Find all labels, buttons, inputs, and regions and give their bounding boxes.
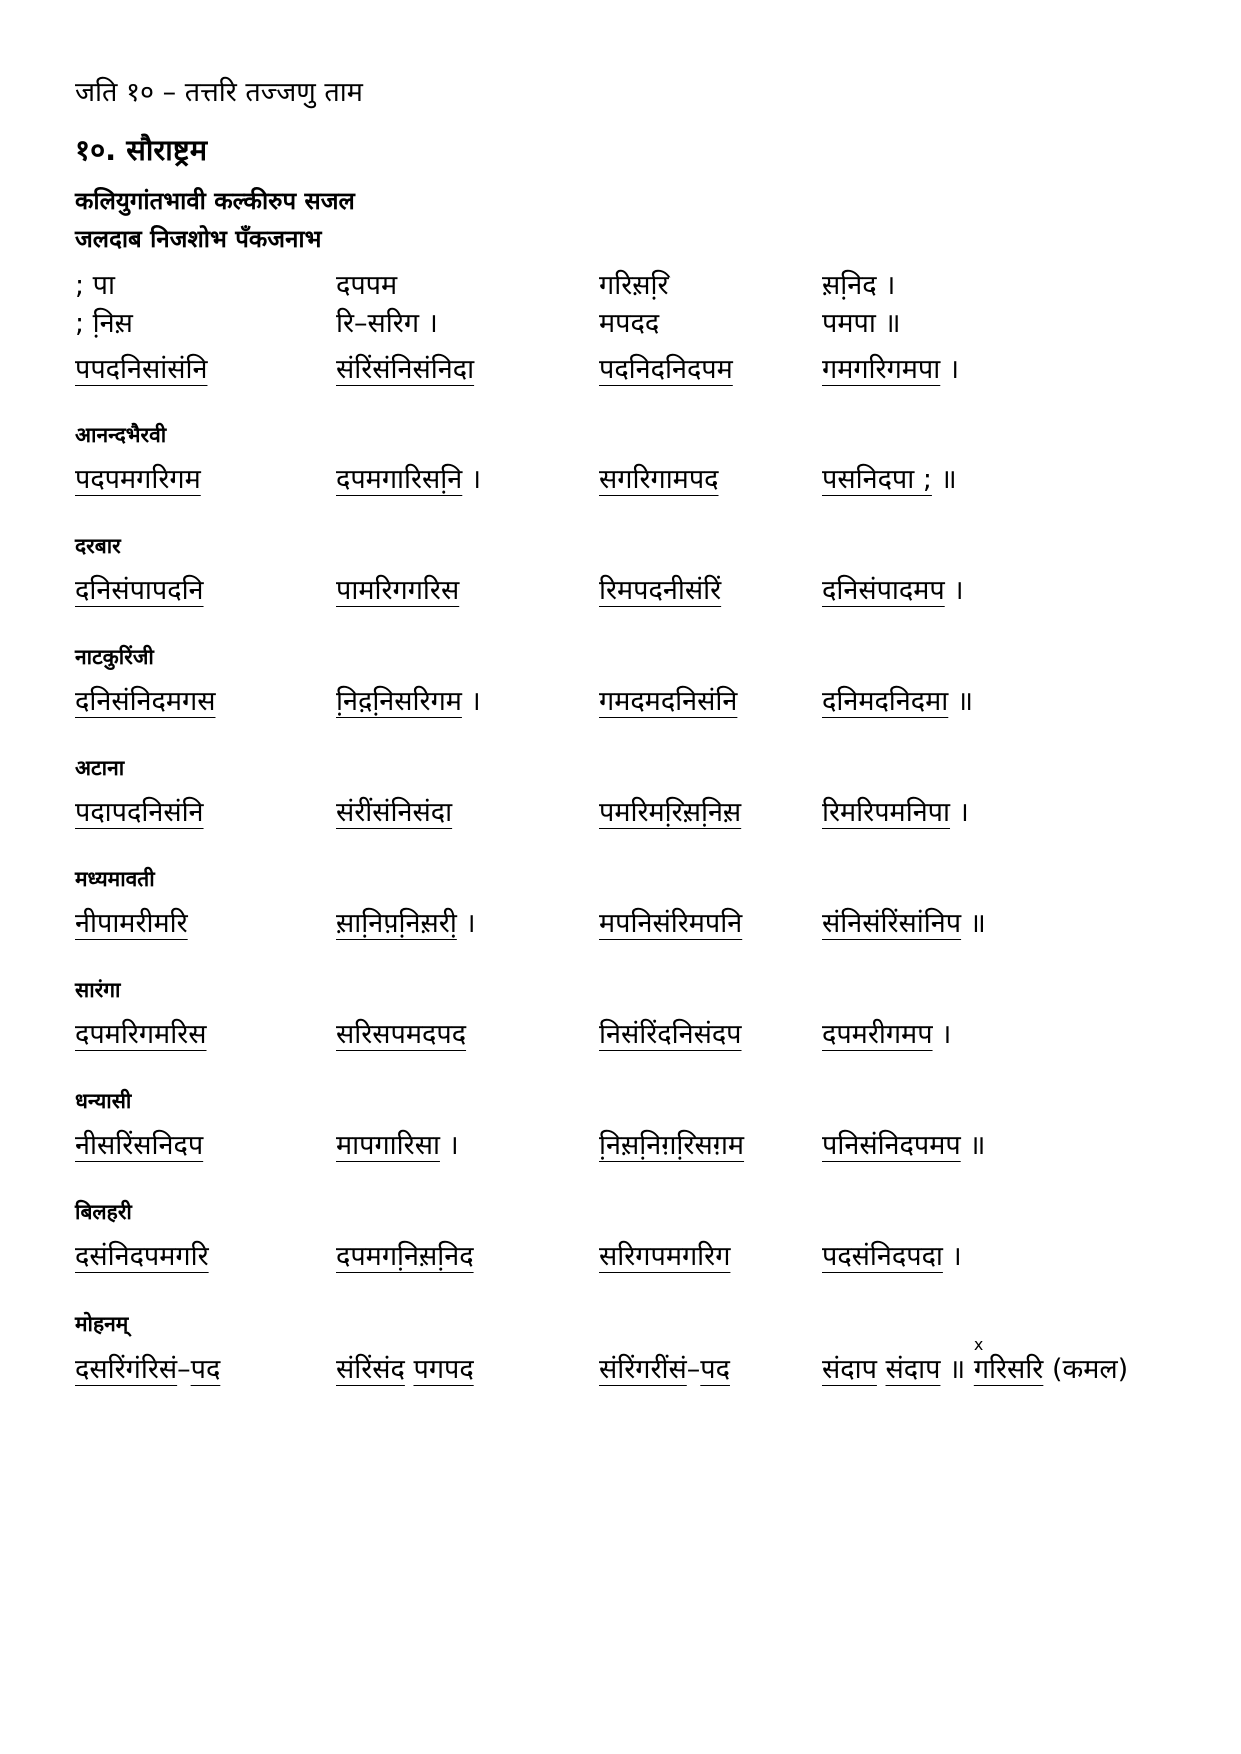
swara-cell: दपमगारिसनि़ bbox=[336, 464, 463, 495]
swara-cell: ; पा bbox=[75, 270, 116, 301]
danda: । bbox=[941, 1019, 952, 1050]
swara-cell: ; नि़स़ bbox=[75, 308, 133, 339]
swara-cell: मपनिसंरिमपनि bbox=[599, 908, 743, 939]
cross-mark: x bbox=[973, 1335, 984, 1354]
swara-row bbox=[0, 1014, 1241, 1054]
swara-cell: मापगारिसा bbox=[336, 1130, 440, 1161]
swara-cell: संरिंसंद bbox=[336, 1354, 405, 1385]
raga-name: बिलहरी bbox=[75, 1200, 132, 1224]
swara-cell: गरिसरि bbox=[973, 1354, 1044, 1385]
swara-cell: रिमरिपमनिपा bbox=[822, 797, 951, 828]
swara-row bbox=[0, 1125, 1241, 1165]
danda: ॥ bbox=[956, 686, 974, 717]
danda: । bbox=[470, 686, 481, 717]
swara-cell: मपदद bbox=[599, 308, 660, 339]
swara-cell: पमरिमरि़स़नि़स़ bbox=[599, 797, 742, 828]
lyric-line-1: कलियुगांतभावी कल्कीरुप सजल bbox=[75, 187, 355, 215]
swara-cell: पमपा ॥ bbox=[822, 308, 901, 339]
swara-row bbox=[0, 459, 1241, 499]
swara-cell: संरिंगरींसं bbox=[599, 1354, 687, 1385]
swara-cell: गरिस़रि़ bbox=[599, 270, 669, 301]
swara-cell: दपमगनि़स़नि़द bbox=[336, 1241, 474, 1272]
swara-cell: गमगरिगमपा bbox=[822, 354, 941, 385]
raga-name: नाटकुरिंजी bbox=[75, 645, 154, 669]
swara-cell: सरिसपमदपद bbox=[336, 1019, 467, 1050]
danda: ॥ bbox=[969, 1130, 986, 1161]
swara-cell: नि़स़नि़ग़रि़सग़म bbox=[599, 1130, 745, 1161]
swara-cell: संदाप bbox=[885, 1354, 941, 1385]
swara-row bbox=[0, 349, 1241, 389]
swara-cell: नि़द़नि़सरिगम bbox=[336, 686, 462, 717]
swara-cell: स़ानि़प़नि़स़री़ bbox=[336, 908, 457, 939]
swara-cell: पसनिदपा ; bbox=[822, 464, 932, 495]
swara-cell: गमदमदनिसंनि bbox=[599, 686, 738, 717]
swara-cell: सगरिगामपद bbox=[599, 464, 719, 495]
raga-name: मोहनम् bbox=[75, 1312, 129, 1336]
swara-row bbox=[0, 570, 1241, 610]
danda: । bbox=[951, 1241, 962, 1272]
danda: । bbox=[465, 908, 476, 939]
song-heading: १०. सौराष्ट्रम bbox=[75, 133, 208, 167]
raga-name: अटाना bbox=[75, 756, 125, 780]
swara-row bbox=[0, 1236, 1241, 1276]
swara-cell: संरिंसंनिसंनिदा bbox=[336, 354, 475, 385]
danda: । bbox=[948, 354, 960, 385]
swara-cell: पद bbox=[700, 1354, 730, 1385]
swara-cell: दपपम bbox=[336, 270, 398, 301]
lyric-line-2: जलदाब निजशोभ पँकजनाभ bbox=[75, 225, 322, 253]
swara-cell: पदनिदनिदपम bbox=[599, 354, 733, 385]
swara-cell: पद bbox=[190, 1354, 221, 1385]
swara-row bbox=[0, 681, 1241, 721]
swara-row: दसरिंगंरिसं–पद संरिंसंद पगपद संरिंगरींसं–पद संदाप संदाप ॥ x गरिसरि (कमल) bbox=[75, 1335, 1129, 1385]
swara-cell: रिमपदनीसंरिं bbox=[599, 575, 722, 606]
swara-cell: दनिसंपापदनि bbox=[75, 575, 204, 606]
raga-name: आनन्दभैरवी bbox=[75, 423, 167, 447]
swara-cell: संदाप bbox=[822, 1354, 877, 1385]
raga-name: धन्यासी bbox=[75, 1089, 132, 1113]
swara-cell: दनिसंनिदमगस bbox=[75, 686, 216, 717]
swara-cell: दसरिंगंरिसं bbox=[75, 1354, 178, 1385]
jati-line: जति १० – तत्तरि तज्जणु ताम bbox=[75, 77, 363, 108]
swara-row bbox=[0, 792, 1241, 832]
danda: । bbox=[953, 575, 964, 606]
swara-cell: पदसंनिदपदा bbox=[822, 1241, 943, 1272]
danda: ॥ bbox=[940, 464, 957, 495]
swara-cell: संरींसंनिसंदा bbox=[336, 797, 453, 828]
swara-cell: दसंनिदपमगरि bbox=[75, 1241, 209, 1272]
swara-row bbox=[0, 903, 1241, 943]
double-danda: ॥ bbox=[949, 1354, 966, 1385]
swara-cell: संनिसंरिंसांनिप bbox=[822, 908, 962, 939]
intro-row-2 bbox=[0, 303, 1241, 343]
swara-cell: सरिगपमगरिग bbox=[599, 1241, 731, 1272]
danda: ॥ bbox=[969, 908, 986, 939]
swara-cell: पनिसंनिदपमप bbox=[822, 1130, 961, 1161]
intro-row-1 bbox=[0, 265, 1241, 305]
note-text: (कमल) bbox=[1051, 1354, 1129, 1385]
swara-cell: स़नि़द । bbox=[822, 270, 896, 301]
swara-cell: निसंरिंदनिसंदप bbox=[599, 1019, 742, 1050]
swara-cell: पगपद bbox=[413, 1354, 474, 1385]
swara-cell: पदपमगरिगम bbox=[75, 464, 201, 495]
swara-cell: दपमरिगमरिस bbox=[75, 1019, 207, 1050]
swara-cell: नीसरिंसनिदप bbox=[75, 1130, 204, 1161]
danda: । bbox=[470, 464, 482, 495]
danda: । bbox=[448, 1130, 459, 1161]
danda: । bbox=[958, 797, 969, 828]
raga-name: मध्यमावती bbox=[75, 867, 155, 891]
swara-cell: नीपामरीमरि bbox=[75, 908, 188, 939]
swara-cell: पामरिगगरिस bbox=[336, 575, 460, 606]
swara-cell: पपदनिसांसंनि bbox=[75, 354, 208, 385]
raga-name: दरबार bbox=[75, 534, 121, 558]
swara-cell: दनिसंपादमप bbox=[822, 575, 945, 606]
swara-cell: दनिमदनिदमा bbox=[822, 686, 949, 717]
raga-name: सारंगा bbox=[75, 978, 121, 1002]
swara-cell: पदापदनिसंनि bbox=[75, 797, 204, 828]
swara-cell: दपमरीगमप bbox=[822, 1019, 933, 1050]
swara-cell: रि–सरिग । bbox=[336, 308, 438, 339]
